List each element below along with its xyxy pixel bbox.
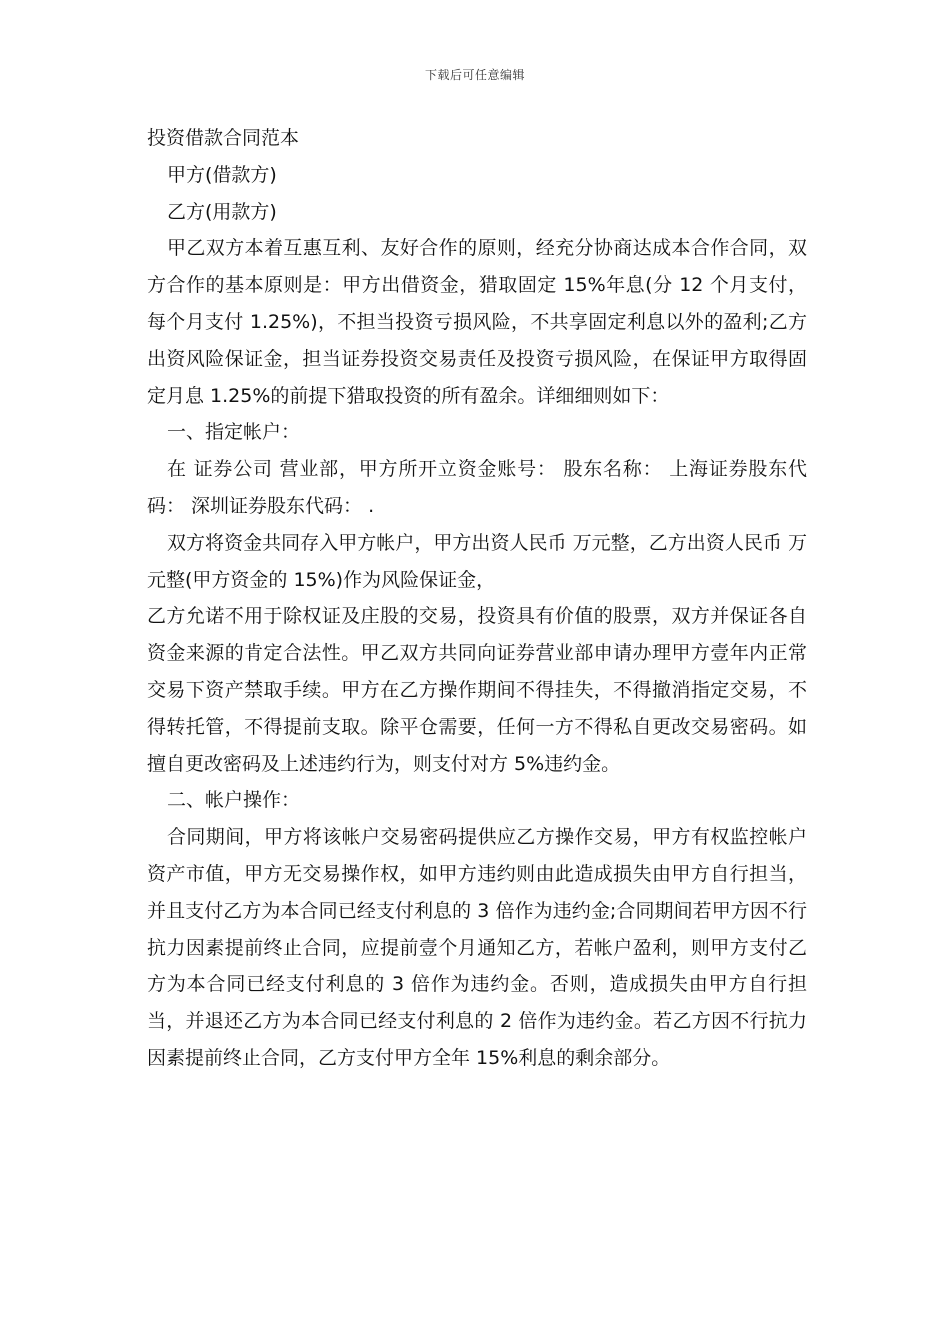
paragraph-fund-deposit: 双方将资金共同存入甲方帐户，甲方出资人民币 万元整，乙方出资人民币 万元整(甲方资金的 15%)作为风险保证金， bbox=[147, 531, 807, 591]
section-heading-designated-account: 一、指定帐户： bbox=[167, 421, 301, 444]
party-a-line: 甲方(借款方) bbox=[167, 163, 277, 186]
party-b-line: 乙方(用款方) bbox=[167, 200, 277, 223]
paragraph-account-details: 在 证券公司 营业部，甲方所开立资金账号： 股东名称： 上海证券股东代码： 深圳证券股东代码： . bbox=[147, 458, 807, 517]
document-title: 投资借款合同范本 bbox=[147, 127, 300, 149]
paragraph-principles: 甲乙双方本着互惠互利、友好合作的原则，经充分协商达成本合作合同，双方合作的基本原则是：甲方出借资金，猎取固定 15%年息(分 12 个月支付，每个月支付 1.25%)，不担当投资亏损风险，不共享固定利息以外的盈利;乙方出资风险保证金，担当证券投资交易责任及投资亏损风险，在保证甲方取得固定月息 1.25%的前提下猎取投资的所有盈余。详细细则如下： bbox=[147, 237, 807, 407]
section-heading-account-operation: 二、帐户操作： bbox=[167, 789, 301, 812]
paragraph-operation-terms: 合同期间，甲方将该帐户交易密码提供应乙方操作交易，甲方有权监控帐户资产市值，甲方无交易操作权，如甲方违约则由此造成损失由甲方自行担当，并且支付乙方为本合同已经支付利息的 3 倍作为违约金;合同期间若甲方因不行抗力因素提前终止合同，应提前壹个月通知乙方，若帐户盈利，则甲方支付乙方为本合同已经支付利息的 3 倍作为违约金。否则，造成损失由甲方自行担当，并退还乙方为本合同已经支付利息的 2 倍作为违约金。若乙方因不行抗力因素提前终止合同，乙方支付甲方全年 15%利息的剩余部分。 bbox=[147, 826, 807, 1069]
document-body bbox=[147, 120, 807, 1077]
paragraph-party-b-commitment: 乙方允诺不用于除权证及庄股的交易，投资具有价值的股票，双方并保证各自资金来源的肯定合法性。甲乙双方共同向证券营业部申请办理甲方壹年内正常交易下资产禁取手续。甲方在乙方操作期间不得挂失，不得撤消指定交易，不得转托管，不得提前支取。除平仓需要，任何一方不得私自更改交易密码。如擅自更改密码及上述违约行为，则支付对方 5%违约金。 bbox=[147, 605, 807, 775]
page-header-note: 下载后可任意编辑 bbox=[424, 68, 525, 82]
